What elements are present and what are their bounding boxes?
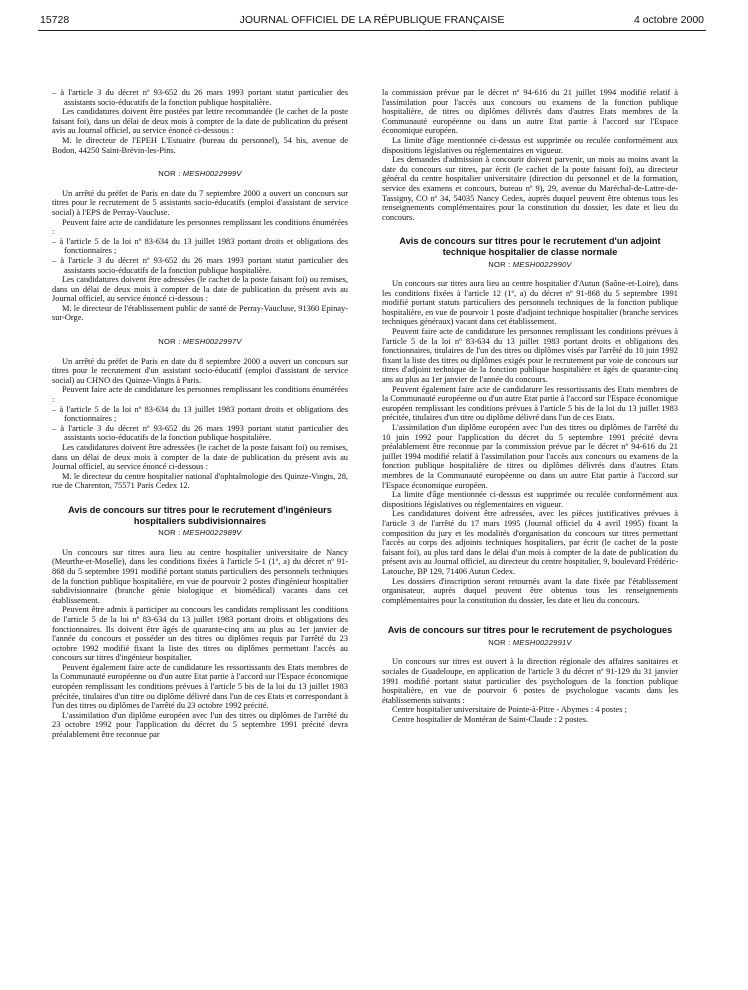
nor-code: MESH0022999V bbox=[182, 169, 242, 179]
intro-address: M. le directeur de l'EPEH L'Estuaire (bureau du personnel), 54 bis, avenue de Bodon, 44250 Saint-Brévin-les-Pins. bbox=[52, 135, 348, 155]
notice-paragraph: Les dossiers d'inscription seront retournés avant la date fixée par l'établissement organisateur, auprès duquel peuvent être obtenus tous les renseignements complémentaires pour la constitution du dossier, les date et lieu du concours. bbox=[382, 576, 678, 605]
nor-code: MESH0022989V bbox=[182, 528, 242, 538]
nor-reference bbox=[52, 528, 348, 538]
notice-paragraph: La limite d'âge mentionnée ci-dessus est supprimée ou reculée conformément aux dispositions législatives ou réglementaires en vigueur. bbox=[382, 135, 678, 155]
notice-paragraph: Peuvent faire acte de candidature les personnes remplissant les conditions prévues à l'article 5 de la loi nº 83-634 du 13 juillet 1983 portant droits et obligations des fonctionnaires, titulaires de l'un des titres ou diplômes visés par l'arrêté du 10 juin 1992 fixant la liste des titres ou diplômes exigés pour le recrutement par voie de concours sur titres d'adjoint technique de la fonction publique hospitalière et âgés de quarante-cinq ans au plus au 1er janvier de l'année du concours. bbox=[382, 327, 678, 385]
notice-paragraph: L'assimilation d'un diplôme européen avec l'un des titres ou diplômes de l'arrêté du 10 juin 1992 pour l'application du décret du 5 septembre 1991 précité devra préalablement être reconnue par la commission prévue par le décret nº 94-616 du 21 juillet 1994 modifié relatif à l'assimilation pour l'accès aux concours ou examens de la fonction publique hospitalière de titres ou diplômes délivrés dans d'autres Etats membres de la Communauté européenne ou dans un autre Etat partie à l'accord sur l'Espace économique européen. bbox=[382, 423, 678, 490]
nor-label: NOR : bbox=[158, 169, 181, 179]
notice-paragraph: Les candidatures doivent être adressées, avec les pièces justificatives prévues à l'article 3 de l'arrêté du 17 mars 1995 (Journal officiel du 4 avril 1995) fixant la composition du jury et les modalités d'organisation du concours sur titres permettant l'accès au corps des adjoints techniques hospitaliers, par écrit (le cachet de la poste faisant foi), au plus tard dans le délai d'un mois à compter de la date de publication du présent avis au Journal officiel, au directeur du centre hospitalier, 9, boulevard Frédéric-Latouche, BP 129, 71406 Autun Cedex. bbox=[382, 509, 678, 576]
notice-bullet: – à l'article 5 de la loi nº 83-634 du 13 juillet 1983 portant droits et obligations des fonctionnaires ; bbox=[52, 236, 348, 256]
notice-title: Avis de concours sur titres pour le recrutement d'ingénieurs hospitaliers subdivisionnaires bbox=[68, 504, 332, 526]
notice-address: M. le directeur de l'établissement public de santé de Perray-Vaucluse, 91360 Epinay-sur-Orge. bbox=[52, 303, 348, 323]
notice-title: Avis de concours sur titres pour le recrutement de psychologues bbox=[387, 625, 673, 636]
notice-paragraph: Un concours sur titres aura lieu au centre hospitalier d'Autun (Saône-et-Loire), dans les conditions fixées à l'article 12 (1º, a) du décret nº 91-868 du 5 septembre 1991 modifié portant statuts particuliers des personnels techniques de la fonction publique hospitalière, en vue de pourvoir 1 poste d'adjoint technique hospitalier (branche services techniques généraux) vacant dans cet établissement. bbox=[382, 279, 678, 327]
intro-paragraph: Les candidatures doivent être postées par lettre recommandée (le cachet de la poste faisant foi), dans un délai de deux mois à compter de la date de publication du présent avis au Journal officiel, au service énoncé ci-dessous : bbox=[52, 107, 348, 136]
page-header bbox=[40, 14, 704, 28]
notice-paragraph: Un arrêté du préfet de Paris en date du 8 septembre 2000 a ouvert un concours sur titres pour le recrutement d'un assistant socio-éducatif (emploi d'assistant de service social) au CHNO des Quinze-Vingts à Paris. bbox=[52, 356, 348, 385]
intro-bullet: – à l'article 3 du décret nº 93-652 du 26 mars 1993 portant statut particulier des assistants socio-éducatifs de la fonction publique hospitalière. bbox=[52, 88, 348, 107]
notice-bullet: – à l'article 3 du décret nº 93-652 du 26 mars 1993 portant statut particulier des assistants socio-éducatifs de la fonction publique hospitalière. bbox=[52, 423, 348, 443]
notice-paragraph: Un concours sur titres aura lieu au centre hospitalier universitaire de Nancy (Meurthe-et-Moselle), dans les conditions fixées à l'article 5-1 (1º, a) du décret nº 91-868 du 5 septembre 1991 modifié portant statuts particuliers des personnels techniques de la fonction publique hospitalière, en vue de pourvoir 2 postes d'ingénieur hospitalier subdivisionnaire (branche génie biologique et biomédical) vacants dans cet établissement. bbox=[52, 547, 348, 605]
left-column bbox=[52, 88, 348, 740]
nor-reference bbox=[382, 260, 678, 270]
journal-title: JOURNAL OFFICIEL DE LA RÉPUBLIQUE FRANÇAISE bbox=[239, 14, 505, 26]
nor-reference bbox=[52, 169, 348, 179]
nor-label: NOR : bbox=[488, 259, 511, 269]
nor-code: MESH0022997V bbox=[182, 337, 242, 347]
nor-code: MESH0022990V bbox=[512, 259, 572, 269]
notice-paragraph: Peuvent faire acte de candidature les personnes remplissant les conditions énumérées : bbox=[52, 217, 348, 237]
notice-paragraph: L'assimilation d'un diplôme européen avec l'un des titres ou diplômes de l'arrêté du 23 octobre 1992 pour l'application du décret du 5 septembre 1991 précité devra préalablement être reconnue par bbox=[52, 710, 348, 740]
nor-label: NOR : bbox=[158, 528, 181, 538]
notice-paragraph: Centre hospitalier de Montéran de Saint-Claude : 2 postes. bbox=[392, 715, 589, 725]
notice-paragraph: Peuvent également faire acte de candidature les ressortissants des Etats membres de la Communauté européenne ou d'un autre Etat partie à l'accord sur l'Espace économique européen remplissant les conditions prévues à l'article 5 bis de la loi du 13 juillet 1983 précitée, titulaires d'un titre ou diplôme délivré dans l'un de ces Etats et correspondant à l'un des titres ou diplômes de l'arrêté du 23 octobre 1992 précité. bbox=[52, 662, 348, 711]
notice-paragraph: Centre hospitalier universitaire de Pointe-à-Pitre - Abymes : 4 postes ; bbox=[392, 705, 627, 715]
notice-bullet: – à l'article 3 du décret nº 93-652 du 26 mars 1993 portant statut particulier des assistants socio-éducatifs de la fonction publique hospitalière. bbox=[52, 255, 348, 275]
nor-code: MESH0022991V bbox=[512, 637, 572, 647]
notice-title: Avis de concours sur titres pour le recrutement d'un adjoint technique hospitalier de classe normale bbox=[399, 236, 661, 257]
notice-paragraph: Les demandes d'admission à concourir doivent parvenir, un mois au moins avant la date du concours sur titres, par écrit (le cachet de la poste faisant foi), au directeur général du centre hospitalier universitaire (direction du personnel et de la formation, service des examens et concours, bureau nº 9), 29, avenue du Maréchal-de-Lattre-de-Tassigny, CO nº 34, 54035 Nancy Cedex, auprès duquel peuvent être obtenus tous les renseignements complémentaires pour la constitution du dossier, les date et lieu du concours. bbox=[382, 155, 678, 222]
nor-label: NOR : bbox=[158, 337, 181, 347]
right-column bbox=[382, 88, 678, 725]
header-rule bbox=[38, 30, 706, 31]
continued-paragraph: la commission prévue par le décret nº 94-616 du 21 juillet 1994 modifié relatif à l'assimilation pour l'accès aux concours ou examens de la fonction publique hospitalière, de titres ou diplômes délivrés dans d'autres Etats membres de la Communauté européenne ou dans un autre Etat partie à l'accord sur l'Espace économique européen. bbox=[382, 88, 678, 136]
notice-paragraph: Les candidatures doivent être adressées (le cachet de la poste faisant foi) ou remises, dans un délai de deux mois à compter de la date de publication du présent avis au Journal officiel, au service énoncé ci-dessous : bbox=[52, 275, 348, 304]
notice-paragraph: Peuvent faire acte de candidature les personnes remplissant les conditions énumérées : bbox=[52, 385, 348, 405]
issue-date: 4 octobre 2000 bbox=[633, 14, 704, 26]
nor-reference bbox=[52, 337, 348, 347]
notice-address: M. le directeur du centre hospitalier national d'ophtalmologie des Quinze-Vingts, 28, rue de Charenton, 75571 Paris Cedex 12. bbox=[52, 471, 348, 491]
notice-bullet: – à l'article 5 de la loi nº 83-634 du 13 juillet 1983 portant droits et obligations des fonctionnaires ; bbox=[52, 404, 348, 424]
notice-paragraph: Peuvent également faire acte de candidature les ressortissants des Etats membres de la Communauté européenne ou d'un autre Etat partie à l'accord sur l'Espace économique européen remplissant les conditions prévues à l'article 5 bis de la loi du 13 juillet 1983 précitée, titulaires d'un titre ou diplôme délivré dans l'un de ces Etats. bbox=[382, 384, 678, 423]
notice-paragraph: Les candidatures doivent être adressées (le cachet de la poste faisant foi) ou remises, dans un délai de deux mois à compter de la date de publication du présent avis au Journal officiel, au service énoncé ci-dessous : bbox=[52, 443, 348, 472]
notice-paragraph: Un arrêté du préfet de Paris en date du 7 septembre 2000 a ouvert un concours sur titres pour le recrutement de 5 assistants socio-éducatifs (emploi d'assistant de service social) à l'EPS de Perray-Vaucluse. bbox=[52, 188, 348, 217]
notice-paragraph: Un concours sur titres est ouvert à la direction régionale des affaires sanitaires et sociales de Guadeloupe, en application de l'article 3 du décret nº 91-129 du 31 janvier 1991 modifié portant statut particulier des psychologues de la fonction publique hospitalière, en vue de pourvoir 6 postes de psychologue vacants dans les établissements suivants : bbox=[382, 657, 678, 705]
nor-reference bbox=[382, 638, 678, 648]
notice-paragraph: La limite d'âge mentionnée ci-dessus est supprimée ou reculée conformément aux dispositions législatives ou réglementaires en vigueur. bbox=[382, 490, 678, 509]
nor-label: NOR : bbox=[488, 637, 511, 647]
notice-paragraph: Peuvent être admis à participer au concours les candidats remplissant les conditions de l'article 5 de la loi nº 83-634 du 13 juillet 1983 portant droits et obligations des fonctionnaires. Ils doivent être âgés de quarante-cinq ans au plus au 1er janvier de l'année du concours et posséder un des titres ou diplômes requis par l'arrêté du 23 octobre 1992 modifié fixant la liste des titres ou diplômes permettant l'accès au concours sur titres d'ingénieur hospitalier. bbox=[52, 605, 348, 663]
page-number: 15728 bbox=[40, 14, 70, 26]
